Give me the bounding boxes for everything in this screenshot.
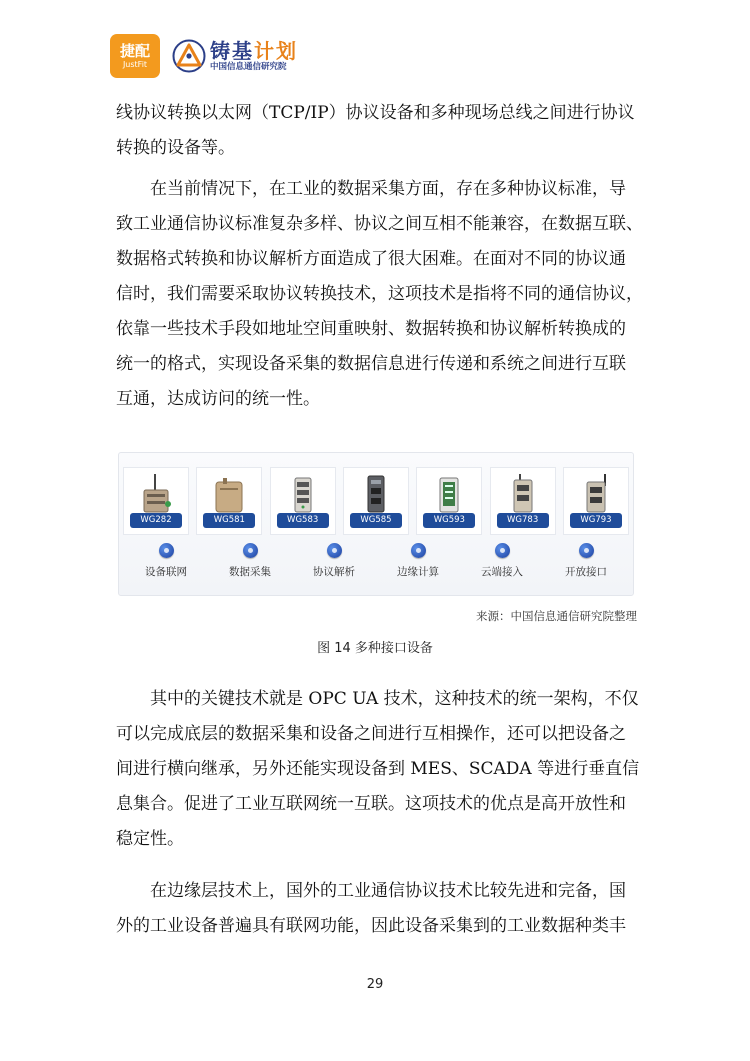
text-line: 可以完成底层的数据采集和设备之间进行互相操作，还可以把设备之 <box>116 724 626 744</box>
text-line: 数据格式转换和协议解析方面造成了很大困难。在面对不同的协议通 <box>116 249 626 269</box>
gateway-antenna-device-image <box>138 474 174 514</box>
gateway-device-image <box>285 474 321 514</box>
figure-caption: 图 14 多种接口设备 <box>317 641 433 656</box>
text-line: 其中的关键技术就是 OPC UA 技术，这种技术的统一架构，不仅 <box>150 689 639 709</box>
feature-item <box>383 543 453 579</box>
device-model-label: WG585 <box>350 513 402 528</box>
text-line: 互通，达成访问的统一性。 <box>116 389 320 409</box>
open-interface-icon <box>579 543 594 558</box>
feature-label: 云端接入 <box>481 566 523 578</box>
text-line: 稳定性。 <box>116 829 184 849</box>
interface-devices-figure <box>118 452 634 596</box>
gateway-device-image <box>211 474 247 514</box>
gateway-device-image <box>505 474 541 514</box>
feature-label: 数据采集 <box>229 566 271 578</box>
device-card <box>123 467 189 535</box>
justfit-logo-cn: 捷配 <box>119 41 150 60</box>
zhuji-plan-subtitle: 中国信息通信研究院 <box>210 61 287 72</box>
device-card <box>270 467 336 535</box>
text-line: 线协议转换以太网（TCP/IP）协议设备和多种现场总线之间进行协议 <box>116 103 635 123</box>
paragraph-1 <box>116 96 636 166</box>
edge-compute-icon <box>411 543 426 558</box>
feature-item <box>215 543 285 579</box>
device-model-label: WG593 <box>423 513 475 528</box>
feature-item <box>131 543 201 579</box>
feature-label: 边缘计算 <box>397 566 439 578</box>
feature-row <box>119 543 633 579</box>
justfit-logo-en: JustFit <box>122 59 148 69</box>
feature-item <box>299 543 369 579</box>
page-number: 29 <box>366 977 384 992</box>
feature-label: 设备联网 <box>145 566 187 578</box>
gateway-antenna-device-image <box>578 474 614 514</box>
text-line: 统一的格式，实现设备采集的数据信息进行传递和系统之间进行互联 <box>116 354 626 374</box>
justfit-logo <box>110 34 160 78</box>
gateway-device-image <box>358 474 394 514</box>
cloud-icon <box>495 543 510 558</box>
paragraph-4 <box>116 874 636 944</box>
device-model-label: WG783 <box>497 513 549 528</box>
text-line: 外的工业设备普遍具有联网功能，因此设备采集到的工业数据种类丰 <box>116 916 626 936</box>
data-collect-icon <box>243 543 258 558</box>
feature-label: 协议解析 <box>313 566 355 578</box>
feature-label: 开放接口 <box>565 566 607 578</box>
gateway-device-image <box>431 474 467 514</box>
device-model-label: WG581 <box>203 513 255 528</box>
zhuji-plan-title: 铸基计划 <box>210 38 298 63</box>
paragraph-3 <box>116 682 640 857</box>
device-model-label: WG282 <box>130 513 182 528</box>
text-line: 在边缘层技术上，国外的工业通信协议技术比较先进和完备，国 <box>150 881 626 901</box>
device-model-label: WG793 <box>570 513 622 528</box>
text-line: 息集合。促进了工业互联网统一互联。这项技术的优点是高开放性和 <box>116 794 626 814</box>
device-row <box>119 467 633 535</box>
text-line: 转换的设备等。 <box>116 138 235 158</box>
device-card <box>343 467 409 535</box>
device-card <box>416 467 482 535</box>
protocol-icon <box>327 543 342 558</box>
page-header <box>110 34 298 78</box>
device-model-label: WG583 <box>277 513 329 528</box>
device-card <box>196 467 262 535</box>
feature-item <box>467 543 537 579</box>
network-icon <box>159 543 174 558</box>
text-line: 在当前情况下，在工业的数据采集方面，存在多种协议标准，导 <box>150 179 626 199</box>
feature-item <box>551 543 621 579</box>
text-line: 依靠一些技术手段如地址空间重映射、数据转换和协议解析转换成的 <box>116 319 626 339</box>
figure-source: 来源：中国信息通信研究院整理 <box>476 609 637 623</box>
paragraph-2 <box>116 172 643 417</box>
device-card <box>563 467 629 535</box>
text-line: 间进行横向继承，另外还能实现设备到 MES、SCADA 等进行垂直信 <box>116 759 640 779</box>
text-line: 信时，我们需要采取协议转换技术，这项技术是指将不同的通信协议， <box>116 284 643 304</box>
device-card <box>490 467 556 535</box>
triangle-person-icon <box>172 39 206 73</box>
zhuji-plan-logo <box>172 39 298 73</box>
text-line: 致工业通信协议标准复杂多样、协议之间互相不能兼容，在数据互联、 <box>116 214 643 234</box>
